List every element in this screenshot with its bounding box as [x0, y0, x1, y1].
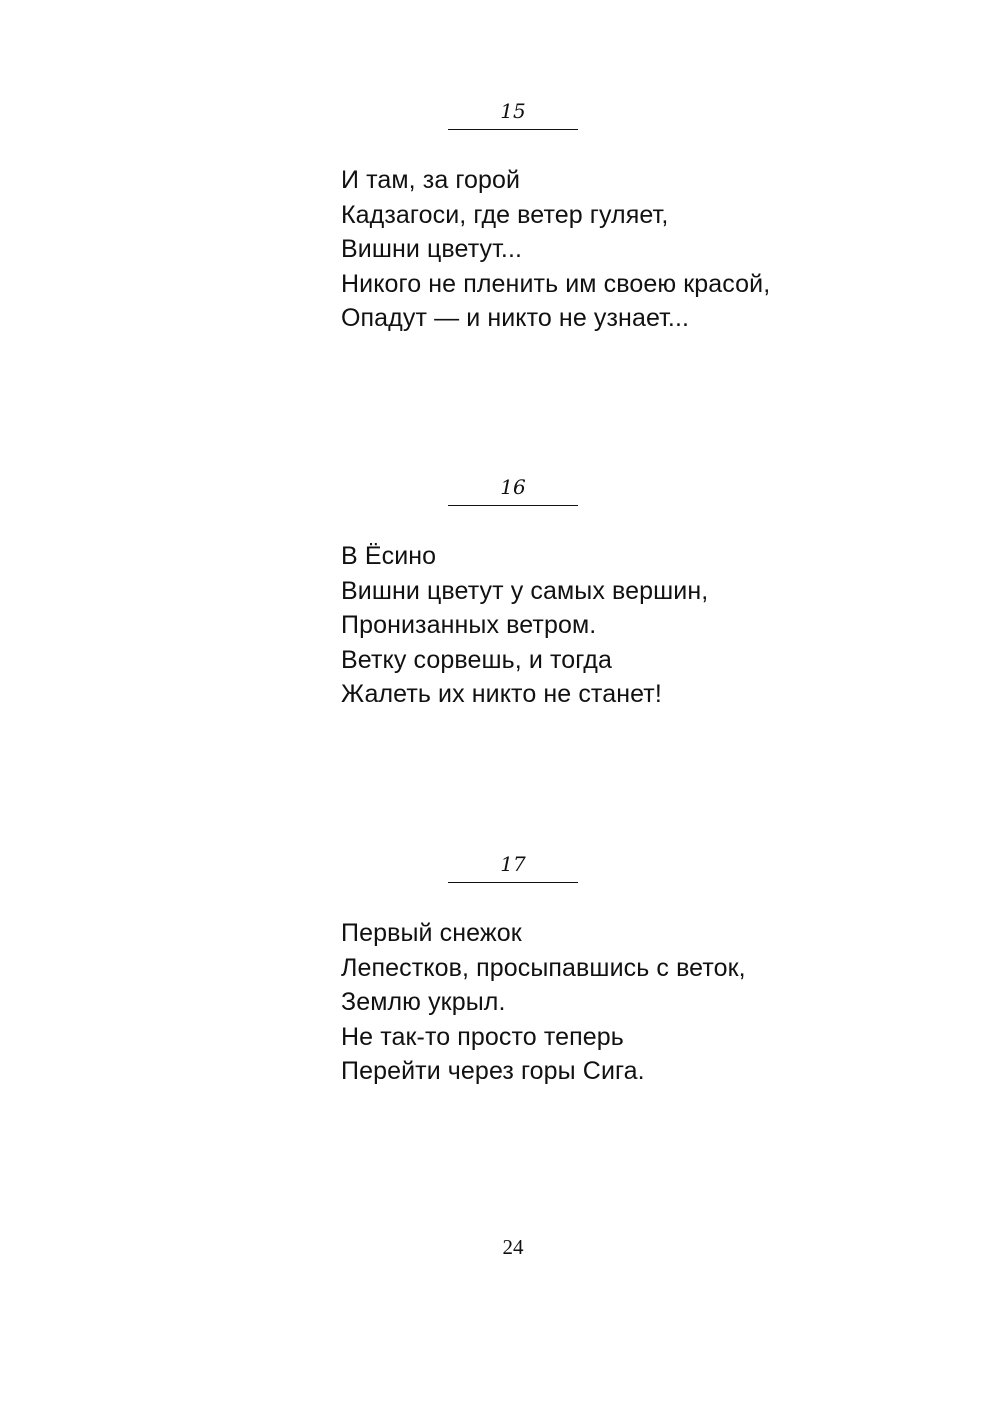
poem-line: Ветку сорвешь, и тогда	[341, 645, 612, 674]
poem-number-rule	[448, 505, 578, 506]
poem-line: Опадут — и никто не узнает...	[341, 304, 690, 332]
poem-lines	[341, 163, 770, 336]
poem-number: 17	[500, 852, 526, 876]
poem-line: Перейти через горы Сига.	[341, 1057, 645, 1085]
poem-number-rule	[448, 882, 578, 883]
poem-line: Первый снежок	[341, 919, 522, 947]
poem-line: Кадзагоси, где ветер гуляет,	[341, 200, 669, 229]
poem-line: Не так-то просто теперь	[341, 1022, 624, 1051]
poem-line: Жалеть их никто не станет!	[341, 680, 662, 708]
poem-line: Лепестков, просыпавшись с веток,	[341, 953, 746, 982]
poem-line: В Ёсино	[341, 542, 437, 570]
poem-line: Никого не пленить им своею красой,	[341, 269, 771, 298]
poem-number: 16	[500, 475, 526, 499]
poem-line: Землю укрыл.	[341, 988, 506, 1016]
poem-line: И там, за горой	[341, 166, 521, 194]
page-number: 24	[502, 1235, 524, 1259]
poem-line: Вишни цветут у самых вершин,	[341, 576, 709, 605]
poem-number-rule	[448, 129, 578, 130]
poem-lines	[341, 539, 708, 712]
poem-line: Вишни цветут...	[341, 235, 523, 263]
poem-line: Пронизанных ветром.	[341, 611, 597, 639]
poem-number: 15	[500, 99, 526, 123]
poem-lines	[341, 916, 746, 1089]
